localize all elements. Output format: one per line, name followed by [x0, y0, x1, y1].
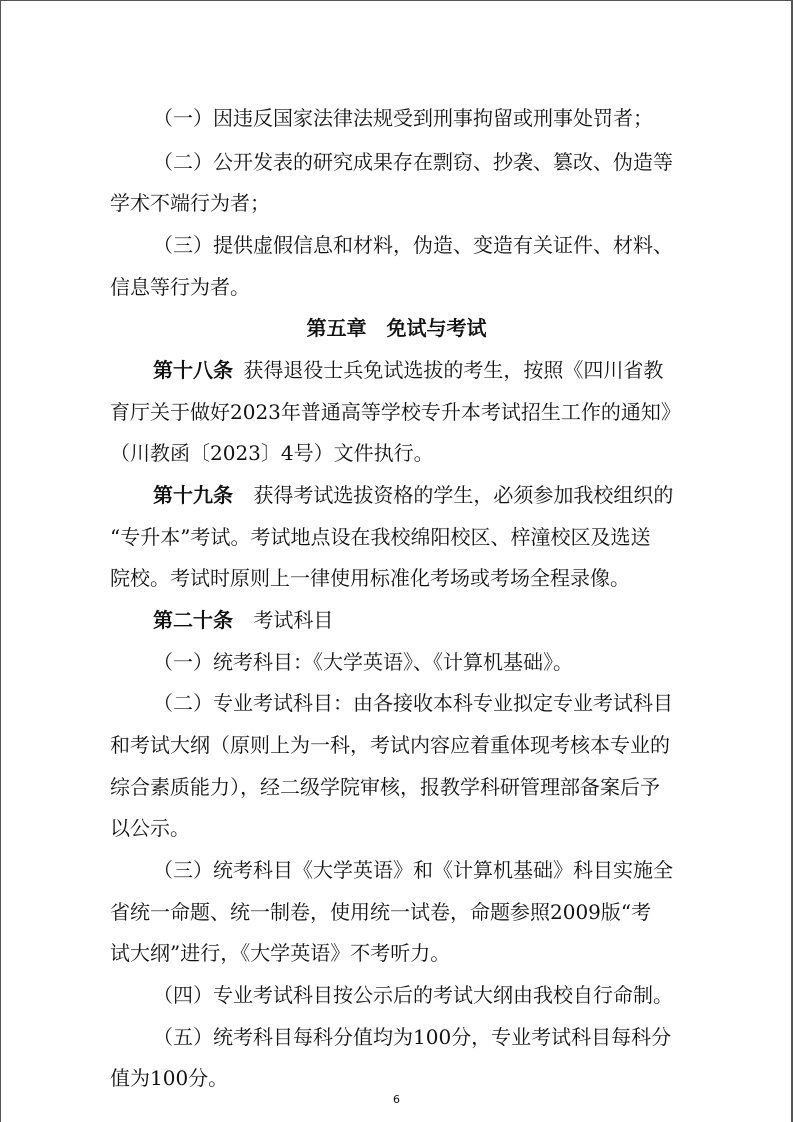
list-item-continuation: 综合素质能力），经二级学院审核，报教学科研管理部备案后予: [110, 775, 660, 799]
list-item: （三）统考科目《大学英语》和《计算机基础》科目实施全: [153, 858, 673, 882]
list-item-continuation: 省统一命题、统一制卷，使用统一试卷，命题参照2009版“考: [110, 900, 652, 924]
list-item-continuation: 和考试大纲（原则上为一科，考试内容应着重体现考核本专业的: [110, 733, 670, 757]
article-20-label: 第二十条: [153, 608, 233, 632]
list-item: （一）因违反国家法律法规受到刑事拘留或刑事处罚者；: [153, 106, 653, 130]
list-item-continuation: 值为100分。: [110, 1066, 229, 1090]
paragraph-line: 院校。考试时原则上一律使用标准化考场或考场全程录像。: [110, 566, 630, 590]
paragraph-line: （川教函〔2023〕4号）文件执行。: [110, 441, 434, 465]
article-18-label: 第十八条: [153, 358, 233, 382]
list-item: （五）统考科目每科分值均为100分，专业考试科目每科分: [153, 1025, 672, 1049]
list-item-continuation: 学术不端行为者；: [110, 191, 270, 215]
chapter-heading: 第五章 免试与考试: [306, 316, 487, 340]
article-18: [153, 353, 663, 387]
paragraph-line: “专升本”考试。考试地点设在我校绵阳校区、梓潼校区及选送: [110, 525, 651, 549]
page-number: 6: [393, 1093, 400, 1106]
list-item: （一）统考科目：《大学英语》、《计算机基础》。: [153, 650, 573, 674]
list-item: （二）专业考试科目：由各接收本科专业拟定专业考试科目: [153, 691, 673, 715]
list-item-continuation: 以公示。: [110, 816, 190, 840]
list-item-continuation: 信息等行为者。: [110, 275, 250, 299]
article-19: [153, 478, 673, 512]
page-border-left: [0, 0, 1, 1122]
page-border-top: [0, 0, 793, 1]
list-item: （四）专业考试科目按公示后的考试大纲由我校自行命制。: [153, 983, 673, 1007]
article-20: [153, 603, 333, 637]
list-item: （二）公开发表的研究成果存在剽窃、抄袭、篡改、伪造等: [153, 150, 673, 174]
list-item: （三）提供虚假信息和材料，伪造、变造有关证件、材料、: [153, 233, 673, 257]
article-19-text: 获得考试选拔资格的学生，必须参加我校组织的: [253, 483, 674, 507]
paragraph-line: 育厅关于做好2023年普通高等学校专升本考试招生工作的通知》: [110, 400, 681, 424]
list-item-continuation: 试大纲”进行，《大学英语》不考听力。: [110, 941, 451, 965]
article-18-text: 获得退役士兵免试选拔的考生，按照《四川省教: [243, 358, 664, 382]
article-20-text: 考试科目: [253, 608, 334, 632]
article-19-label: 第十九条: [153, 483, 233, 507]
